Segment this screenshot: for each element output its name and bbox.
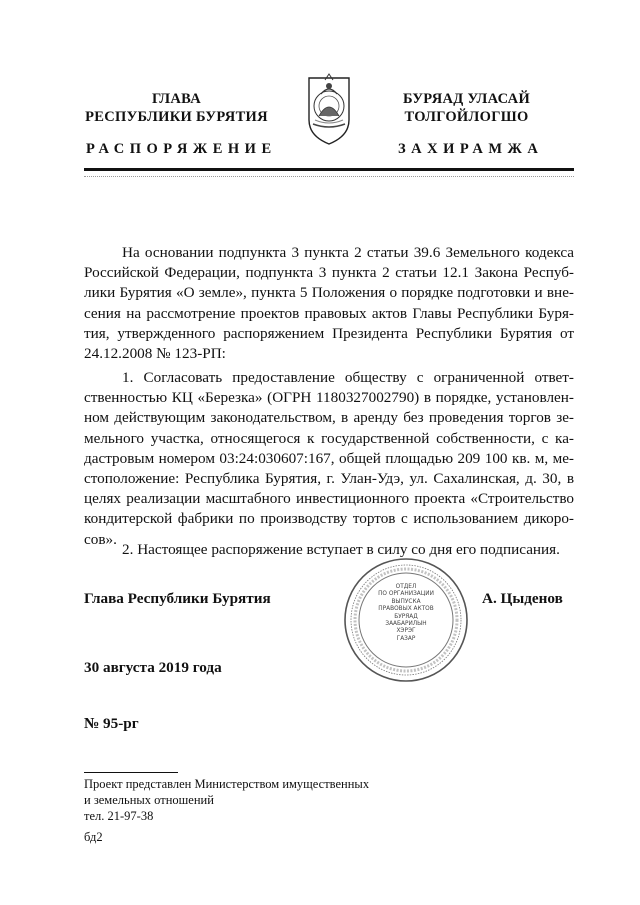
item-1-line: кондитерской фабрики по производству тортов с использованием дикоро-	[84, 510, 574, 528]
doctype-right: ЗАХИРАМЖА	[398, 141, 544, 157]
item-1-line: дастровым номером 03:24:030607:167, общей площадью 209 100 кв. м, ме-	[84, 449, 574, 467]
footer-initials: бд2	[84, 830, 103, 844]
header-left-line2: РЕСПУБЛИКИ БУРЯТИЯ	[85, 109, 268, 125]
footer-rule	[84, 772, 178, 773]
header-right-line2: ТОЛГОЙЛОГШО	[404, 109, 529, 125]
item-1-line: целях реализации масштабного инвестиционного проекта «Строительство	[84, 490, 574, 508]
document-date: 30 августа 2019 года	[84, 659, 222, 676]
item-1-line: ном действующим законодательством, в аренду без проведения торгов зе-	[84, 409, 574, 427]
preamble-line: На основании подпункта 3 пункта 2 статьи 39.6 Земельного кодекса	[122, 244, 574, 261]
document-number: № 95-рг	[84, 715, 139, 732]
header-dotted-rule	[84, 176, 574, 177]
footer-line2: и земельных отношений	[84, 793, 214, 807]
stamp-text-line: ОТДЕЛ	[395, 584, 417, 590]
stamp-text-line: БУРЯАД	[394, 613, 418, 620]
item-1-paragraph	[84, 368, 574, 550]
preamble-paragraph	[84, 243, 574, 364]
footer-phone: тел. 21-97-38	[84, 809, 154, 823]
doctype-left: РАСПОРЯЖЕНИЕ	[86, 141, 277, 157]
header-left-line1: ГЛАВА	[151, 91, 202, 107]
stamp-text-line: ГАЗАР	[396, 635, 416, 642]
stamp-text-line: ВЫПУСКА	[391, 598, 421, 605]
preamble-line: Российской Федерации, подпункта 3 пункта 2 статьи 12.1 Закона Респуб-	[84, 264, 574, 282]
coat-of-arms-emblem	[297, 72, 361, 146]
stamp-text-line: ХЭРЭГ	[396, 628, 416, 635]
header-rule	[84, 168, 574, 171]
preamble-line: сения на рассмотрение проектов правовых актов Главы Республики Буря-	[84, 304, 574, 322]
official-stamp	[342, 556, 470, 684]
item-1-line: мельного участка, относящегося к государственной собственности, с ка-	[84, 429, 574, 447]
item-2-paragraph: 2. Настоящее распоряжение вступает в силу со дня его подписания.	[122, 541, 560, 558]
header-right-line1: БУРЯАД УЛАСАЙ	[402, 91, 531, 107]
signature-position: Глава Республики Бурятия	[84, 590, 271, 607]
item-1-line: стоположение: Республика Бурятия, г. Улан-Удэ, ул. Сахалинская, д. 30, в	[84, 470, 574, 488]
preamble-line: лики Бурятия «О земле», пункта 5 Положения о порядке подготовки и вне-	[84, 284, 574, 302]
preamble-line: 24.12.2008 № 123-РП:	[84, 345, 226, 363]
footer-line1: Проект представлен Министерством имущественных	[84, 777, 370, 791]
stamp-text-line: ЗААБАРИЛЫН	[385, 621, 427, 628]
item-1-line: ственностью КЦ «Березка» (ОГРН 1180327002790) в порядке, установлен-	[84, 389, 574, 407]
preamble-line: тия, утвержденного распоряжением Президента Республики Бурятия от	[84, 324, 574, 342]
item-1-line: сов».	[84, 530, 117, 548]
item-1-line: 1. Согласовать предоставление обществу с ограниченной ответ-	[122, 369, 574, 386]
stamp-text-line: ПО ОРГАНИЗАЦИИ	[378, 591, 434, 598]
stamp-text-line: ПРАВОВЫХ АКТОВ	[378, 606, 434, 613]
signature-name: А. Цыденов	[482, 590, 563, 607]
